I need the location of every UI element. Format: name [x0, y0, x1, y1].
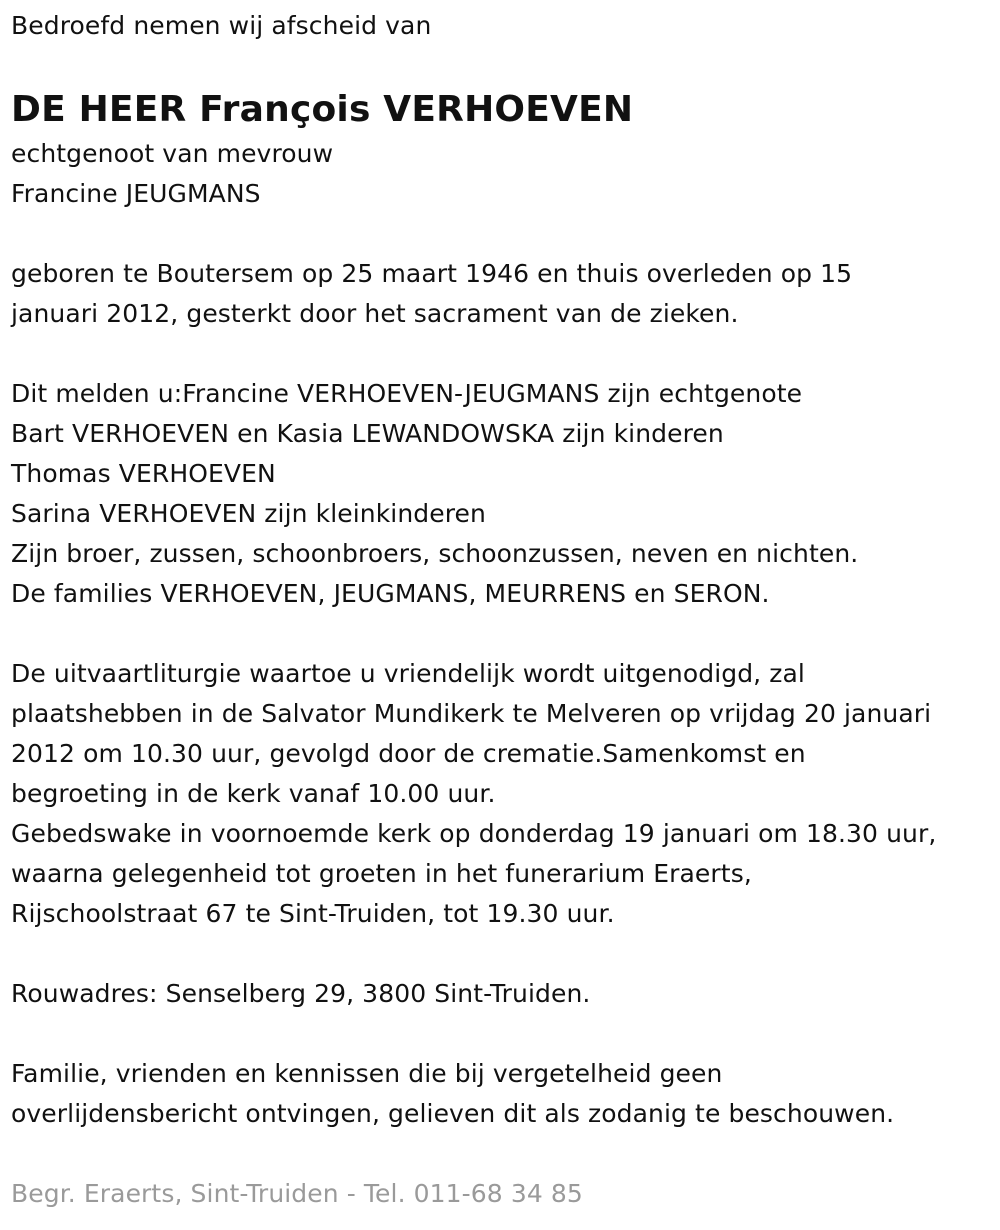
spacer [11, 214, 1000, 254]
closing-line-2: overlijdensbericht ontvingen, gelieven dit als zodanig te beschouwen. [11, 1099, 895, 1128]
family-line-4: Sarina VERHOEVEN zijn kleinkinderen [11, 499, 486, 528]
funeral-line-7: Rijschoolstraat 67 te Sint-Truiden, tot 19.30 uur. [11, 899, 615, 928]
spacer [11, 1134, 1000, 1174]
family-line-3: Thomas VERHOEVEN [11, 459, 276, 488]
spacer [11, 334, 1000, 374]
spouse-line-1: echtgenoot van mevrouw [11, 139, 334, 168]
mourning-address: Rouwadres: Senselberg 29, 3800 Sint-Truiden. [11, 979, 591, 1008]
birth-death-line-1: geboren te Boutersem op 25 maart 1946 en thuis overleden op 15 [11, 259, 853, 288]
closing-line-1: Familie, vrienden en kennissen die bij vergetelheid geen [11, 1059, 723, 1088]
funeral-line-4: begroeting in de kerk vanaf 10.00 uur. [11, 779, 496, 808]
funeral-home-footer: Begr. Eraerts, Sint-Truiden - Tel. 011-68 34 85 [11, 1179, 583, 1208]
spacer [11, 1014, 1000, 1054]
deceased-name: DE HEER François VERHOEVEN [11, 89, 634, 130]
family-line-5: Zijn broer, zussen, schoonbroers, schoonzussen, neven en nichten. [11, 539, 859, 568]
family-line-6: De families VERHOEVEN, JEUGMANS, MEURRENS en SERON. [11, 579, 770, 608]
spouse-line-2: Francine JEUGMANS [11, 179, 261, 208]
funeral-line-3: 2012 om 10.30 uur, gevolgd door de crematie.Samenkomst en [11, 739, 806, 768]
funeral-line-2: plaatshebben in de Salvator Mundikerk te Melveren op vrijdag 20 januari [11, 699, 932, 728]
intro-text: Bedroefd nemen wij afscheid van [11, 11, 432, 40]
funeral-line-5: Gebedswake in voornoemde kerk op donderdag 19 januari om 18.30 uur, [11, 819, 937, 848]
family-line-1: Dit melden u:Francine VERHOEVEN-JEUGMANS zijn echtgenote [11, 379, 803, 408]
spacer [11, 614, 1000, 654]
family-line-2: Bart VERHOEVEN en Kasia LEWANDOWSKA zijn kinderen [11, 419, 724, 448]
funeral-line-1: De uitvaartliturgie waartoe u vriendelijk wordt uitgenodigd, zal [11, 659, 805, 688]
funeral-line-6: waarna gelegenheid tot groeten in het funerarium Eraerts, [11, 859, 752, 888]
spacer [11, 934, 1000, 974]
birth-death-line-2: januari 2012, gesterkt door het sacrament van de zieken. [11, 299, 739, 328]
